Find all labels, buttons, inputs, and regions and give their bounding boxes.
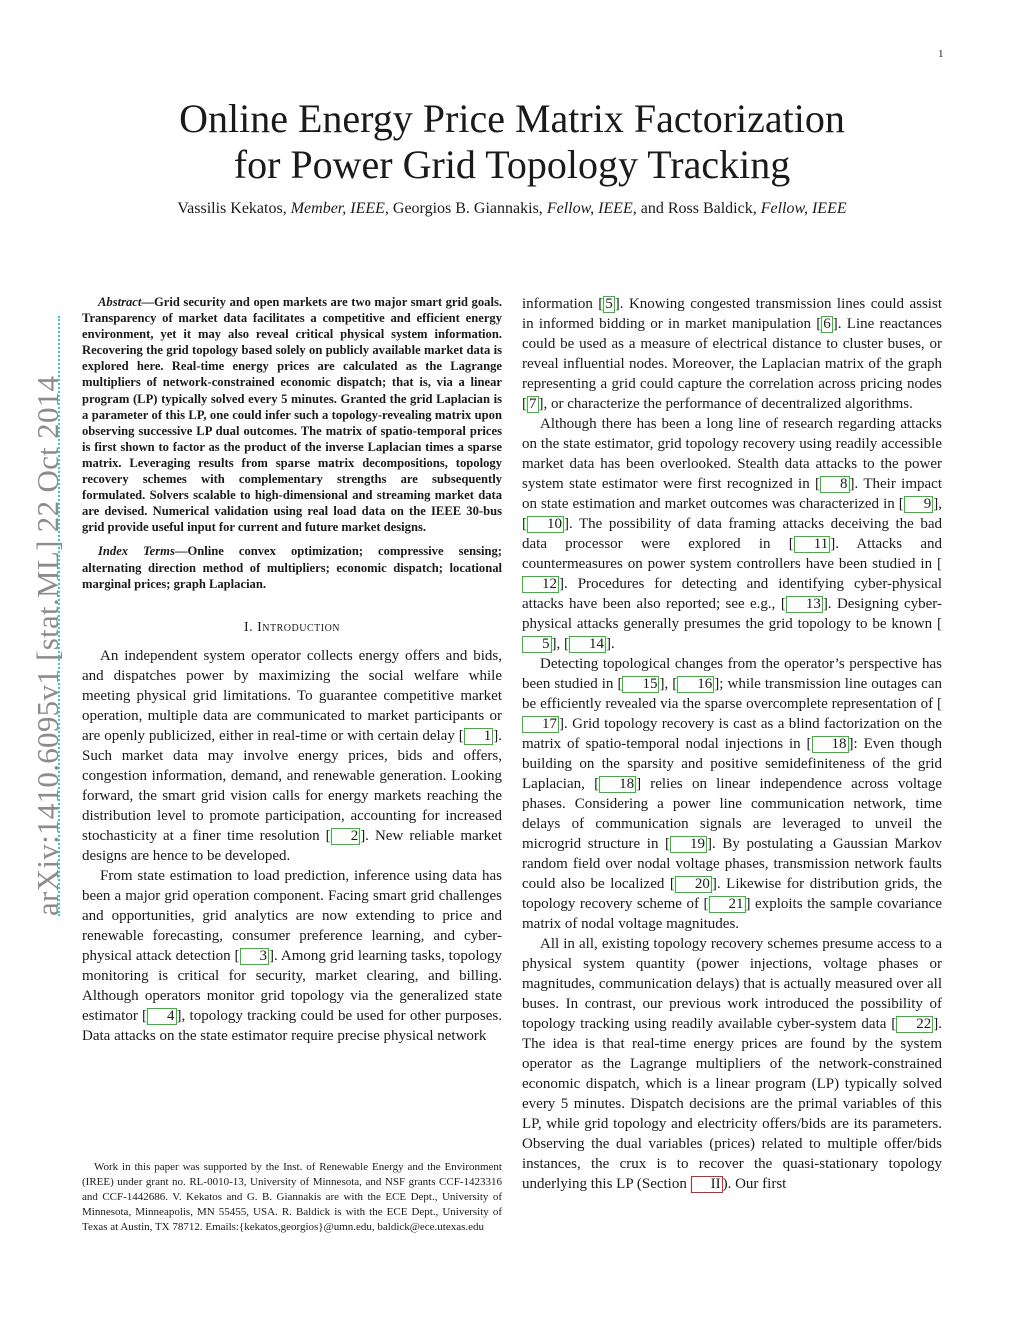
paragraph: information [ 5 ]. Knowing congested transmission lines could assist in informed bidding or in market manipulation [ 6 ]. Line reactances could be used as a measure of electrical distance to cluster buses, or reveal influential nodes. Moreover, the Laplacian matrix of the graph representing a grid could capture the correlation across pricing nodes [ 7 ], or characterize the performance of decentralized algorithms. [522,296,942,412]
index-terms [82,543,502,591]
citation-link[interactable]: 20 [675,876,712,893]
paragraph: From state estimation to load prediction, inference using data has been a major grid operation component. Facing smart grid challenges and opportunities, grid analytics are now extending to price and renewable forecasting, consumer preference learning, and cyber-physical attack detection [ 3 ]. Among grid learning tasks, topology monitoring is critical for security, market clearing, and billing. Although operators monitor grid topology via the generalized state estimator [ 4 ], topology tracking could be used for other purposes. Data attacks on the state estimator require precise physical network [82,867,502,1044]
citation-link[interactable]: 14 [569,636,606,653]
citation-link[interactable]: 16 [677,676,714,693]
author-list [60,200,964,218]
abstract-label: Abstract [98,295,142,309]
citation-link[interactable]: 21 [709,896,746,913]
citation-link[interactable]: 18 [812,736,849,753]
citation-link[interactable]: 13 [786,596,823,613]
author-1: Vassilis Kekatos, [177,200,287,217]
paragraph: An independent system operator collects energy offers and bids, and dispatches power by maximizing the social welfare while meeting physical grid limitations. To guarantee competitive market operation, multiple data are communicated to market participants or are openly publicized, either in real-time or with certain delay [ 1 ]. Such market data may involve energy prices, bids and offers, congestion information, demand, and renewable generation. Looking forward, the smart grid vision calls for energy markets reaching the distribution level to promote participation, accounting for increased stochasticity at a finer time resolution [ 2 ]. New reliable market designs are hence to be developed. [82,647,502,864]
citation-link[interactable]: 2 [331,828,361,845]
citation-link[interactable]: 4 [147,1008,177,1025]
arxiv-identifier-stamp: arXiv:1410.6095v1 [stat.ML] 22 Oct 2014 [30,375,65,916]
citation-link[interactable]: 3 [240,948,270,965]
abstract [82,294,502,535]
citation-link[interactable]: 8 [820,476,850,493]
index-terms-label: Index Terms [98,544,175,559]
author-1-role: Member, IEEE, [290,200,389,217]
right-column [522,294,942,1194]
citation-link[interactable]: 11 [794,536,830,553]
author-3-role: Fellow, IEEE [760,200,847,217]
citation-link[interactable]: 18 [599,776,636,793]
citation-link[interactable]: 22 [896,1016,933,1033]
section-reference-link[interactable]: II [691,1176,723,1193]
citation-link[interactable]: 5 [522,636,552,653]
citation-link[interactable]: 7 [529,396,537,412]
arxiv-dotted-line [58,316,60,916]
title-line-1: Online Energy Price Matrix Factorization [179,96,845,141]
author-3: and Ross Baldick, [640,200,757,217]
author-2: Georgios B. Giannakis, [392,200,543,217]
citation-link[interactable]: 9 [904,496,934,513]
footnote: Work in this paper was supported by the Inst. of Renewable Energy and the Environment (IREE) under grant no. RL-0010-13, University of Minnesota, and NSF grants CCF-1423316 and CCF-1442686. V. Kekatos and G. B. Giannakis are with the ECE Dept., University of Minnesota, Minneapolis, MN 55455, USA. R. Baldick is with the ECE Dept., University of Texas at Austin, TX 78712. Emails:{kekatos,georgios}@umn.edu, baldick@ece.utexas.edu [82,1161,502,1233]
page-number: 1 [938,48,944,60]
author-2-role: Fellow, IEEE, [546,200,637,217]
citation-link[interactable]: 10 [527,516,564,533]
paragraph: Although there has been a long line of research regarding attacks on the state estimator, grid topology recovery using readily accessible market data has been overlooked. Stealth data attacks to the power system state estimator were first recognized in [ 8 ]. Their impact on state estimation and market outcomes was characterized in [ 9 ], [ 10 ]. The possibility of data framing attacks deceiving the bad data processor were explored in [ 11 ]. Attacks and countermeasures on power system controllers have been studied in [12 ]. Procedures for detecting and identifying cyber-physical attacks have been also reported; see e.g., [ 13 ]. Designing cyber-physical attacks generally presumes the grid topology to be known [5 ], [ 14 ]. [522,416,942,652]
paper-title [60,96,964,188]
abstract-text: —Grid security and open markets are two major smart grid goals. Transparency of market data facilitates a competitive and efficient energy environment, yet it may also reveal critical physical system information. Recovering the grid topology based solely on publicly available market data is explored here. Real-time energy prices are calculated as the Lagrange multipliers of network-constrained economic dispatch; that is, via a linear program (LP) typically solved every 5 minutes. Granted the grid Laplacian is a parameter of this LP, one could infer such a topology-revealing matrix upon observing successive LP dual outcomes. The matrix of spatio-temporal prices is first shown to factor as the product of the inverse Laplacian times a sparse matrix. Leveraging results from sparse matrix decompositions, topology recovery schemes with complementary strengths are subsequently formulated. Solvers scalable to high-dimensional and streaming market data are devised. Numerical validation using real load data on the IEEE 30-bus grid provide useful input for current and future market designs. [82,295,502,535]
citation-link[interactable]: 19 [670,836,707,853]
index-terms-text: —Online convex optimization; compressive sensing; alternating direction method of multipliers; economic dispatch; locational marginal prices; graph Laplacian. [82,544,502,591]
paragraph: All in all, existing topology recovery schemes presume access to a physical system quantity (power injections, voltage phases or magnitudes, communication delays) that is actually measured over all buses. In contrast, our previous work introduced the possibility of topology tracking using readily available cyber-system data [ 22 ]. The idea is that real-time energy prices are found by the system operator as the Lagrange multipliers of the network-constrained economic dispatch, which is a linear program (LP) typically solved every 5 minutes. Dispatch decisions are the primal variables of this LP, while grid topology and electricity offers/bids are its parameters. Observing the dual variables (prices) related to multiple offer/bids instances, the crux is to recover the quasi-stationary topology underlying this LP (Section II ). Our first [522,936,942,1192]
paragraph: Detecting topological changes from the operator’s perspective has been studied in [ 15 ], [ 16 ]; while transmission line outages can be efficiently revealed via the sparse overcomplete representation of [17 ]. Grid topology recovery is cast as a blind factorization on the matrix of spatio-temporal nodal injections in [ 18 ]: Even though building on the sparsity and positive semidefiniteness of the grid Laplacian, [ 18 ] relies on linear independence across voltage phases. Considering a power line communication network, time delays of communication signals are leveraged to unveil the microgrid structure in [ 19 ]. By postulating a Gaussian Markov random field over nodal voltage phases, transmission network faults could also be localized [ 20 ]. Likewise for distribution grids, the topology recovery scheme of [ 21 ] exploits the sample covariance matrix of nodal voltage magnitudes. [522,656,943,932]
citation-link[interactable]: 17 [522,716,559,733]
section-heading-introduction: I. Introduction [243,619,341,635]
citation-link[interactable]: 15 [622,676,659,693]
citation-link[interactable]: 5 [605,296,613,312]
title-line-2: for Power Grid Topology Tracking [233,142,791,187]
citation-link[interactable]: 1 [464,728,494,745]
left-column [82,294,502,1046]
citation-link[interactable]: 6 [823,316,831,332]
citation-link[interactable]: 12 [522,576,559,593]
